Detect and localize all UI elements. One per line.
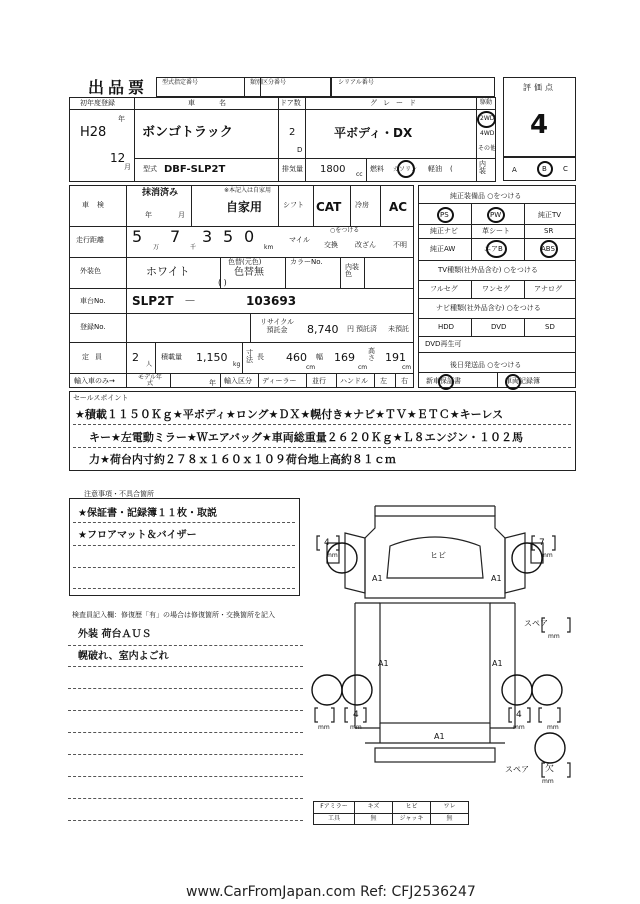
type-no-label: 型式指定番号 xyxy=(162,79,199,86)
usage-note: ※本記入は自家用 xyxy=(224,187,272,194)
spare-bottom-unit: mm xyxy=(542,778,554,785)
spare-top-label: スペア xyxy=(524,619,548,628)
later-warranty: 新車保証書 xyxy=(426,377,461,385)
chassis-prefix: SLP2T xyxy=(132,294,174,308)
load-label: 積載量 xyxy=(161,353,182,361)
class-no-label: 類別区分番号 xyxy=(250,79,287,86)
watermark: www.CarFromJapan.com Ref: CFJ2536247 xyxy=(186,884,476,900)
mileage-note: ○をつける xyxy=(330,227,360,234)
chassis-dash: － xyxy=(184,294,197,308)
spare-bottom-value: 欠 xyxy=(545,764,555,774)
displacement-value: 1800 xyxy=(320,164,346,175)
drive-other: その他 xyxy=(478,145,497,152)
later-docs-title: 後日発送品 ○をつける xyxy=(450,361,522,369)
notes-line-2: ★フロアマット＆バイザー xyxy=(78,530,197,541)
chassis-label: 車台No. xyxy=(80,297,106,305)
mileage-unknown: 不明 xyxy=(393,241,407,249)
import-note: 輸入車のみ→ xyxy=(74,377,115,385)
score-value: 4 xyxy=(530,110,549,140)
wheel-rear-right-outer xyxy=(532,675,562,705)
year-unit: 年 xyxy=(118,115,125,123)
score-label: 評価点 xyxy=(523,83,556,92)
mileage-exchange: 交換 xyxy=(324,241,338,249)
import-dealer: ディーラー xyxy=(262,377,297,385)
mileage-digit-3: 3 xyxy=(202,227,213,246)
car-name-label: 車名 xyxy=(188,99,250,107)
equipment-title: 純正装備品 ○をつける xyxy=(450,192,522,200)
handle-right: 右 xyxy=(401,377,408,385)
grade-label: グレード xyxy=(370,99,422,107)
spare-top-unit: mm xyxy=(548,633,560,640)
tv-type-title: TV種類(社外品含む) ○をつける xyxy=(438,266,538,274)
drive-4wd: 4WD xyxy=(480,130,495,137)
interior-a: A xyxy=(512,166,517,174)
parts-header-4: ワレ xyxy=(443,803,456,810)
interior-c: C xyxy=(563,165,568,173)
inspection-month: 月 xyxy=(178,211,185,219)
equip-airbag: エアB xyxy=(484,245,503,253)
mileage-digit-5: 0 xyxy=(244,227,255,246)
width-value: 169 xyxy=(334,351,355,364)
equip-ps: PS xyxy=(440,211,449,219)
a1-bed-right: A1 xyxy=(492,659,503,668)
fuel-light-oil: 軽油 xyxy=(428,165,442,173)
wheel-rear-right-inner xyxy=(502,675,532,705)
model-value: DBF-SLP2T xyxy=(164,164,226,175)
recycle-unit: 円 xyxy=(347,325,354,333)
import-type-label: 輸入区分 xyxy=(224,377,252,385)
grade-value: 平ボディ・DX xyxy=(334,126,413,140)
recycle-amount: 8,740 xyxy=(307,323,339,336)
parts-value-4: 無 xyxy=(446,815,453,822)
later-record-book: 車両記録簿 xyxy=(505,377,540,385)
inspector-line-1: 外装 荷台ＡＵＳ xyxy=(78,629,152,640)
color-no-label: カラーNo. xyxy=(290,258,323,266)
ac-label: 冷房 xyxy=(355,201,369,209)
serial-no-label: シリアル番号 xyxy=(338,79,374,86)
parts-value-1: 工具 xyxy=(327,815,340,822)
recycle-label: リサイクル預託金 xyxy=(259,318,295,335)
dims-label: 寸法 xyxy=(246,349,253,364)
equip-navi: 純正ナビ xyxy=(430,227,458,235)
wheel-spare xyxy=(535,733,565,763)
registration-label: 登録No. xyxy=(80,323,106,331)
color-change-label: 色替(元色) xyxy=(228,258,262,266)
mileage-unit-sen: 千 xyxy=(190,244,197,251)
equip-sr: SR xyxy=(544,227,554,235)
parts-header-3: ヒビ xyxy=(405,803,418,810)
tread-rl-1-unit: mm xyxy=(318,724,330,731)
fuel-paren: ( xyxy=(450,165,453,173)
spare-bottom-label: スペア xyxy=(505,765,529,774)
tread-rr-1-unit: mm xyxy=(513,724,525,731)
tread-fr-unit: mm xyxy=(541,552,553,559)
equip-tv: 純正TV xyxy=(538,211,562,219)
handle-label: ハンドル xyxy=(340,377,368,385)
inspection-year: 年 xyxy=(145,211,152,219)
tread-rl-2: 4 xyxy=(353,710,359,720)
sales-line-1: ★積載１１５０Ｋｇ★平ボディ★ロング★ＤＸ★幌付き★ナビ★ＴＶ★ＥＴＣ★キーレス xyxy=(75,408,504,421)
a1-front-left: A1 xyxy=(372,574,383,583)
tread-fl: 4 xyxy=(324,538,330,548)
displacement-label: 排気量 xyxy=(282,165,303,173)
first-reg-month: 12 xyxy=(110,151,126,165)
equip-leather: 革シート xyxy=(482,227,510,235)
color-change-value: 色替無 xyxy=(234,267,264,278)
width-unit: cm xyxy=(358,364,368,371)
height-value: 191 xyxy=(385,351,406,364)
height-unit: cm xyxy=(402,364,412,371)
mileage-unit-km: km xyxy=(264,244,274,251)
tread-rr-1: 4 xyxy=(516,710,522,720)
recycle-not-deposited: 未預託 xyxy=(388,325,409,333)
parts-header-2: キズ xyxy=(367,803,380,810)
shift-value: CAT xyxy=(316,200,342,214)
navi-dvd-play: DVD再生可 xyxy=(425,340,462,348)
drive-label: 駆動 xyxy=(480,99,493,106)
parts-value-3: ジャッキ xyxy=(399,815,424,822)
handle-left: 左 xyxy=(380,377,387,385)
model-year-label: モデル年式 xyxy=(138,374,162,387)
model-year-unit: 年 xyxy=(209,379,216,387)
inspector-label: 検査員記入欄：修復歴「有」の場合は修復箇所・交換箇所を記入 xyxy=(72,611,275,619)
length-value: 460 xyxy=(286,351,307,364)
navi-dvd: DVD xyxy=(491,323,507,331)
parts-value-2: 無 xyxy=(370,815,377,822)
drive-2wd: 2WD xyxy=(480,115,495,122)
front-mark: ヒビ xyxy=(430,551,446,560)
equip-aw: 純正AW xyxy=(430,245,456,253)
tv-analog: アナログ xyxy=(534,285,562,293)
length-label: 長 xyxy=(257,353,264,361)
exterior-color-label: 外装色 xyxy=(80,267,101,275)
doors-label: ドア数 xyxy=(280,99,301,107)
mileage-label: 走行距離 xyxy=(76,236,104,244)
interior-label: 内装 xyxy=(479,160,486,175)
sales-points-label: セールスポイント xyxy=(73,394,129,402)
mile-label: マイル xyxy=(289,236,310,244)
cc-unit: cc xyxy=(356,171,363,178)
notes-line-1: ★保証書・記録簿１１枚・取説 xyxy=(78,508,217,519)
width-label: 幅 xyxy=(316,353,323,361)
tread-fl-unit: mm xyxy=(326,552,338,559)
page-title: 出品票 xyxy=(88,78,149,97)
ac-value: AC xyxy=(389,200,408,214)
navi-type-title: ナビ種類(社外品含む) ○をつける xyxy=(436,304,541,312)
a1-front-right: A1 xyxy=(491,574,502,583)
month-unit: 月 xyxy=(124,163,131,171)
recycle-deposited: 預託済 xyxy=(356,325,377,333)
load-value: 1,150 xyxy=(196,351,228,364)
doors-value: 2 xyxy=(289,127,296,138)
tread-rl-2-unit: mm xyxy=(350,724,362,731)
wheel-front-right xyxy=(512,543,542,573)
fuel-label: 燃料 xyxy=(370,165,384,173)
tv-oneseg: ワンセグ xyxy=(482,285,510,293)
inspection-label: 車検 xyxy=(82,201,112,209)
length-unit: cm xyxy=(306,364,316,371)
shift-label: シフト xyxy=(283,201,304,209)
color-change-paren: ( ) xyxy=(218,278,227,287)
mileage-unit-man: 万 xyxy=(153,244,160,251)
exterior-color-value: ホワイト xyxy=(146,265,190,278)
mileage-digit-1: 5 xyxy=(132,227,143,246)
wheel-rear-left-inner xyxy=(342,675,372,705)
load-unit: kg xyxy=(233,361,241,368)
capacity-value: 2 xyxy=(132,351,139,364)
capacity-unit: 人 xyxy=(146,361,153,368)
model-label: 型式 xyxy=(143,165,157,173)
interior-color-label: 内装色 xyxy=(345,263,359,278)
sales-line-2: キー★左電動ミラー★Ｗエアバッグ★車両総重量２６２０Ｋｇ★Ｌ８エンジン・１０２馬 xyxy=(89,431,524,444)
a1-bed-left: A1 xyxy=(378,659,389,668)
car-name-value: ボンゴトラック xyxy=(142,125,233,140)
interior-b: B xyxy=(542,165,547,173)
mileage-digit-4: 5 xyxy=(223,227,234,246)
sales-line-3: 力★荷台内寸約２７８ｘ１６０ｘ１０９荷台地上高約８１ｃｍ xyxy=(89,453,396,466)
tv-fullseg: フルセグ xyxy=(430,285,458,293)
tread-fr: 7 xyxy=(539,538,545,548)
height-label: 高さ xyxy=(368,347,375,362)
navi-hdd: HDD xyxy=(438,323,455,331)
import-parallel: 並行 xyxy=(312,377,326,385)
equip-pw: PW xyxy=(490,211,502,219)
first-reg-year: H28 xyxy=(80,125,107,140)
inspection-value: 抹消済み xyxy=(142,188,179,198)
notes-label: 注意事項・不具合箇所 xyxy=(84,490,154,498)
mileage-tampered: 改ざん xyxy=(355,241,376,249)
fuel-gas: ガソリン xyxy=(393,166,418,173)
a1-rear: A1 xyxy=(434,732,445,741)
mileage-digit-2: 7 xyxy=(170,227,181,246)
equip-abs: ABS xyxy=(541,245,555,253)
usage-value: 自家用 xyxy=(226,200,263,214)
wheel-rear-left-outer xyxy=(312,675,342,705)
doors-unit: D xyxy=(297,146,303,154)
first-reg-label: 初年度登録 xyxy=(80,99,115,107)
capacity-label: 定員 xyxy=(82,353,108,361)
inspector-line-2: 幌破れ、室内よごれ xyxy=(78,651,169,662)
tread-rr-2-unit: mm xyxy=(547,724,559,731)
navi-sd: SD xyxy=(545,323,555,331)
parts-header-1: Fアミラー xyxy=(320,803,348,810)
chassis-number: 103693 xyxy=(246,294,297,308)
